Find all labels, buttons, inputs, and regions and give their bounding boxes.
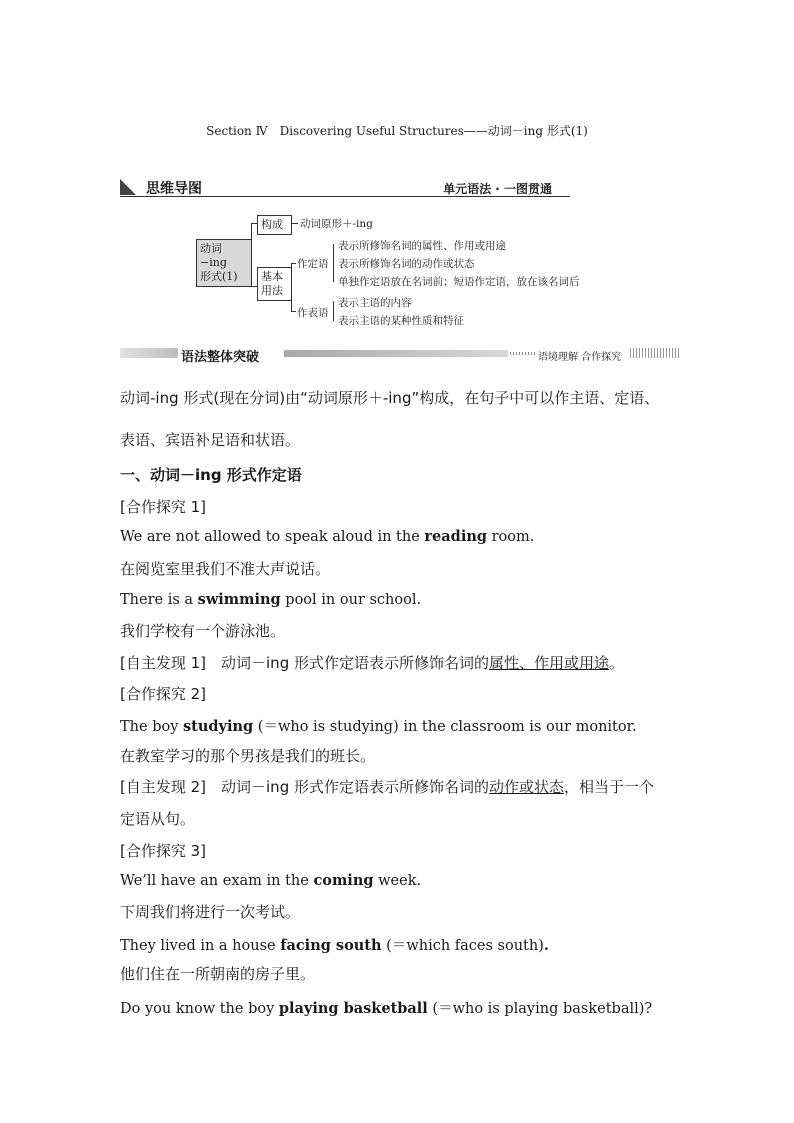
attributive-item-3: 单独作定语放在名词前；短语作定语，放在该名词后 <box>338 276 580 288</box>
example-sentence-4 <box>120 872 421 889</box>
discovery-text: ，相当于一个 <box>564 778 655 796</box>
sentence-text: They lived in a house <box>120 938 281 954</box>
sentence-text: pool in our school. <box>280 592 422 608</box>
predicative-item-1: 表示主语的内容 <box>338 297 412 309</box>
grammar-header-title: 语法整体突破 <box>181 350 260 365</box>
example-translation-1: 在阅览室里我们不准大声说话。 <box>120 560 331 578</box>
discovery-answer: 属性、作用或用途 <box>488 654 609 672</box>
example-translation-4: 下周我们将进行一次考试。 <box>120 903 301 921</box>
discovery-2 <box>120 776 654 797</box>
example-sentence-3 <box>120 715 637 736</box>
mind-map-header <box>120 178 570 197</box>
sentence-text: We’ll have an exam in the <box>120 873 314 889</box>
root-line-1: 动词−ing <box>200 242 227 269</box>
example-translation-2: 我们学校有一个游泳池。 <box>120 622 286 640</box>
root-line-2: 形式(1) <box>200 270 238 283</box>
mind-map-subtitle: 单元语法 · 一图贯通 <box>443 182 552 196</box>
attributive-label: 作定语 <box>297 258 329 270</box>
grammar-header-dashes <box>510 352 536 355</box>
section-title: Section Ⅳ Discovering Useful Structures——动词－ing 形式(1) <box>206 124 588 138</box>
discovery-1 <box>120 652 624 673</box>
sentence-punctuation: . <box>543 937 549 954</box>
example-sentence-5 <box>120 934 549 955</box>
form-node: 构成 <box>257 215 292 235</box>
connector <box>333 301 334 321</box>
connector <box>291 286 292 287</box>
sentence-keyword: coming <box>313 872 374 889</box>
sentence-keyword: studying <box>183 718 254 735</box>
sentence-keyword: swimming <box>197 591 281 608</box>
discovery-text: 。 <box>609 654 625 672</box>
intro-line-2: 表语、宾语补足语和状语。 <box>120 431 301 449</box>
attributive-item-2: 表示所修饰名词的动作或状态 <box>338 258 475 270</box>
grammar-header-bar-middle <box>284 350 508 357</box>
sentence-text: week. <box>373 873 422 889</box>
intro-line-1: 动词-ing 形式(现在分词)由“动词原形＋-ing”构成，在句子中可以作主语、定语、 <box>120 389 660 407</box>
section-heading-1: 一、动词－ing 形式作定语 <box>120 466 302 484</box>
example-sentence-6 <box>120 997 652 1018</box>
connector <box>291 263 292 312</box>
connector <box>291 223 298 224</box>
connector <box>251 223 252 287</box>
sentence-keyword: facing south <box>280 937 382 954</box>
form-text: 动词原形＋-ing <box>300 218 373 230</box>
grammar-header-stripes <box>630 348 680 358</box>
connector <box>291 263 296 264</box>
predicative-label: 作表语 <box>297 307 329 319</box>
sentence-text: (＝who is playing basketball)? <box>427 1001 653 1017</box>
discovery-2-continued: 定语从句。 <box>120 810 196 828</box>
explore-label-3: [合作探究 3] <box>120 842 207 860</box>
connector <box>291 311 296 312</box>
grammar-header-bar-left <box>120 348 178 358</box>
example-translation-5: 他们住在一所朝南的房子里。 <box>120 965 316 983</box>
example-sentence-1 <box>120 528 534 545</box>
grammar-header-subtitle: 语境理解 合作探究 <box>538 352 622 363</box>
sentence-keyword: reading <box>424 528 488 545</box>
discovery-answer: 动作或状态 <box>488 778 564 796</box>
usage-node <box>257 267 292 301</box>
sentence-text: We are not allowed to speak aloud in the <box>120 529 425 545</box>
corner-triangle-icon <box>120 179 136 195</box>
connector <box>333 244 334 282</box>
usage-line-1: 基本 <box>261 270 283 283</box>
sentence-text: (＝which faces south) <box>381 938 544 954</box>
example-translation-3: 在教室学习的那个男孩是我们的班长。 <box>120 747 376 765</box>
sentence-text: The boy <box>120 719 184 735</box>
explore-label-1: [合作探究 1] <box>120 498 207 516</box>
sentence-text: (＝who is studying) in the classroom is our monitor. <box>253 719 637 735</box>
sentence-text: room. <box>487 529 535 545</box>
mind-map-title: 思维导图 <box>146 181 202 197</box>
discovery-text: [自主发现 2] 动词－ing 形式作定语表示所修饰名词的 <box>120 778 489 796</box>
usage-line-2: 用法 <box>261 284 283 297</box>
sentence-keyword: playing basketball <box>278 1000 428 1017</box>
sentence-text: Do you know the boy <box>120 1001 279 1017</box>
sentence-text: There is a <box>120 592 198 608</box>
example-sentence-2 <box>120 591 421 608</box>
attributive-item-1: 表示所修饰名词的属性、作用或用途 <box>338 240 506 252</box>
mind-map-root <box>196 239 252 287</box>
explore-label-2: [合作探究 2] <box>120 685 207 703</box>
predicative-item-2: 表示主语的某种性质和特征 <box>338 315 464 327</box>
discovery-text: [自主发现 1] 动词－ing 形式作定语表示所修饰名词的 <box>120 654 489 672</box>
